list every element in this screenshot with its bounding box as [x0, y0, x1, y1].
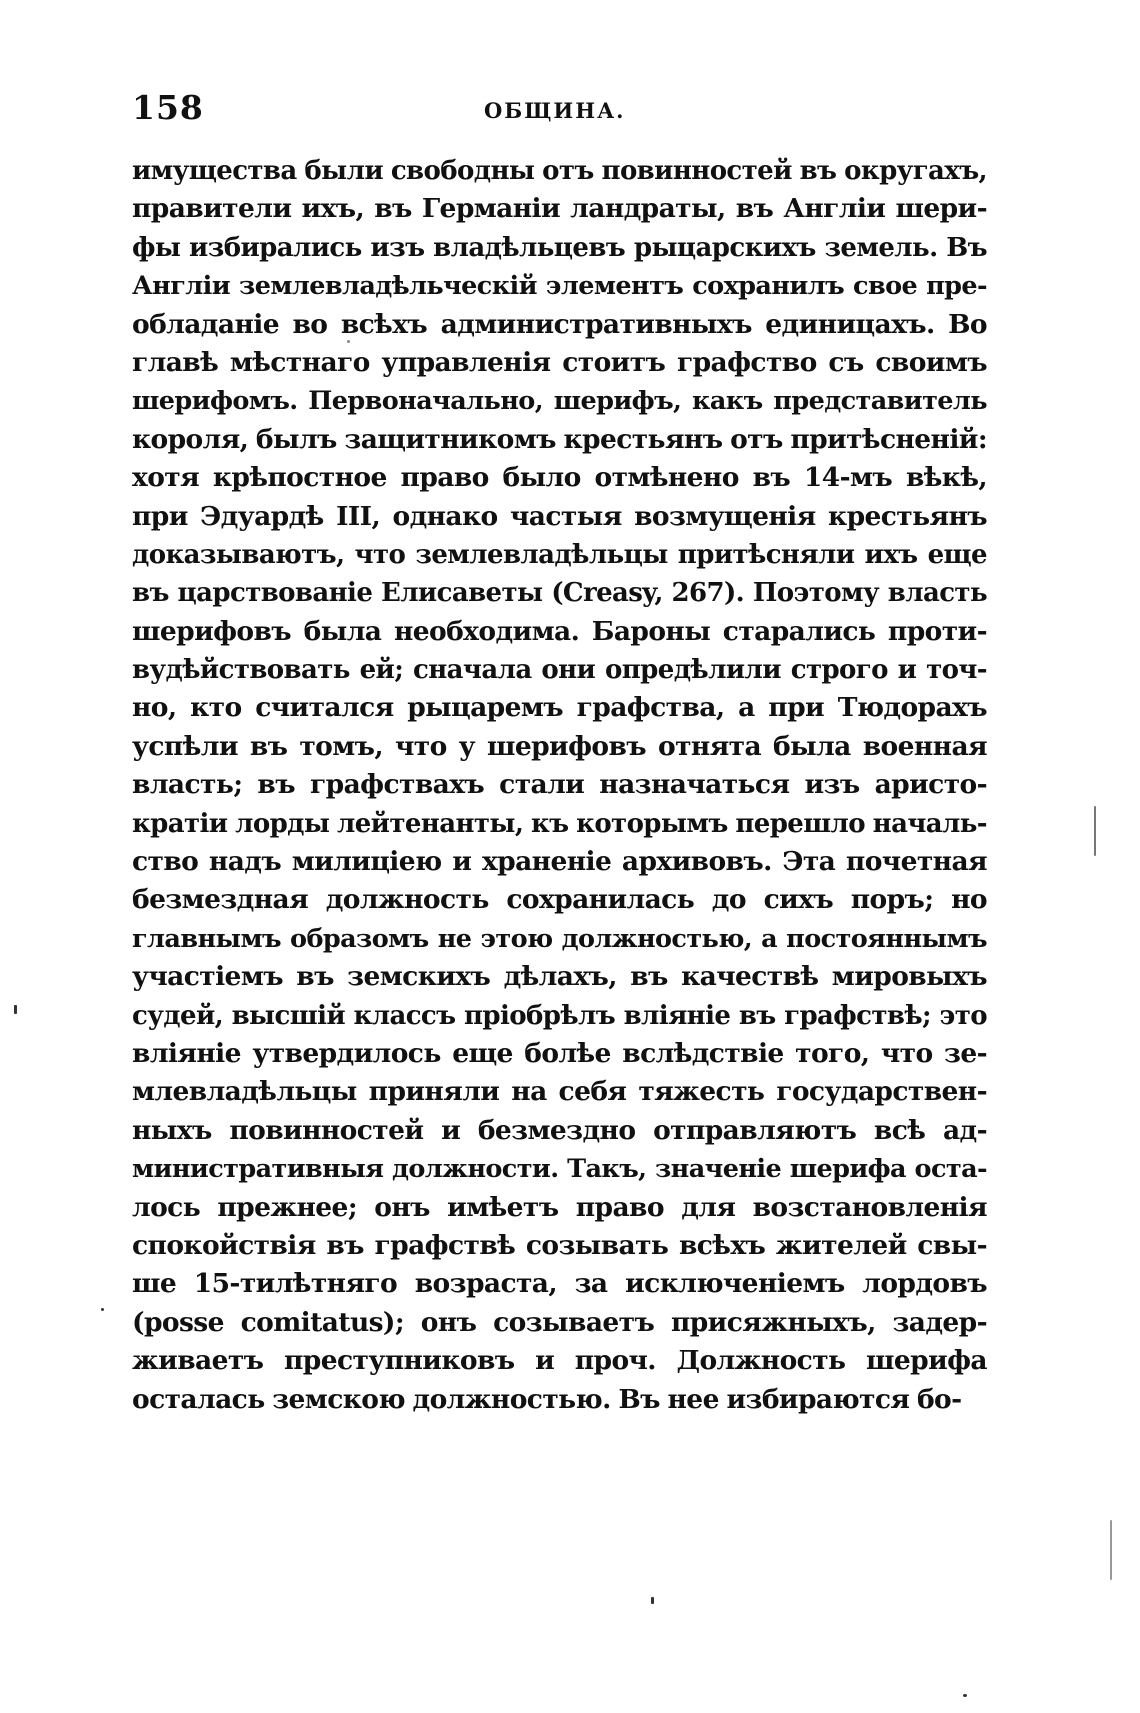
- text-line: ше 15-тилѣтняго возраста, за исключеніемъ лордовъ: [132, 1268, 987, 1300]
- scan-artifact: [963, 1694, 967, 1697]
- text-line: спокойствія въ графствѣ созывать всѣхъ жителей свы-: [132, 1229, 987, 1261]
- text-line: хотя крѣпостное право было отмѣнено въ 14-мъ вѣкѣ,: [132, 462, 987, 494]
- running-title: ОБЩИНА.: [484, 98, 626, 123]
- text-line: короля, былъ защитникомъ крестьянъ отъ притѣсненій:: [132, 423, 988, 455]
- text-line: вудѣйствовать ей; сначала они опредѣлили строго и точ-: [132, 655, 987, 686]
- text-line: млевладѣльцы приняли на себя тяжесть государствен-: [132, 1076, 987, 1108]
- text-line: правители ихъ, въ Германіи ландраты, въ Англіи шери-: [132, 193, 987, 225]
- text-line: лось прежнее; онъ имѣетъ право для возстановленія: [132, 1191, 987, 1223]
- text-line: обладаніе во всѣхъ административныхъ единицахъ. Во: [132, 308, 987, 340]
- scan-artifact: [1110, 1520, 1112, 1580]
- scan-artifact: [101, 1308, 104, 1311]
- scan-artifact: [14, 1005, 17, 1014]
- text-line: кратіи лорды лейтенанты, къ которымъ перешло началь-: [132, 808, 987, 839]
- scan-artifact: [651, 1597, 654, 1604]
- text-line: главнымъ образомъ не этою должностью, а постояннымъ: [132, 923, 987, 954]
- page-number: 158: [132, 88, 204, 127]
- text-line: доказываютъ, что землевладѣльцы притѣсняли ихъ еще: [132, 539, 987, 570]
- text-line: власть; въ графствахъ стали назначаться изъ аристо-: [132, 769, 987, 801]
- text-line: Англіи землевладѣльческій элементъ сохранилъ свое пре-: [132, 271, 987, 302]
- page-header: [132, 88, 987, 134]
- body-text: [132, 152, 987, 1419]
- scan-artifact: [347, 340, 350, 343]
- text-line: осталась земскою должностью. Въ нее избираются бо-: [132, 1383, 962, 1415]
- text-line: безмездная должность сохранилась до сихъ поръ; но: [132, 884, 987, 916]
- scan-artifact: [1094, 806, 1096, 856]
- text-line: фы избирались изъ владѣльцевъ рыцарскихъ земель. Въ: [132, 232, 987, 263]
- text-line: вліяніе утвердилось еще болѣе вслѣдствіе того, что зе-: [132, 1037, 987, 1069]
- text-line: имущества были свободны отъ повинностей въ округахъ,: [132, 156, 987, 186]
- text-line: ныхъ повинностей и безмездно отправляютъ всѣ ад-: [132, 1114, 987, 1146]
- text-line: главѣ мѣстнаго управленія стоитъ графство съ своимъ: [132, 346, 987, 378]
- text-line: шерифомъ. Первоначально, шерифъ, какъ представитель: [132, 386, 987, 417]
- text-line: министративныя должности. Такъ, значеніе шерифа оста-: [132, 1154, 987, 1185]
- text-line: въ царствованіе Елисаветы (Creasy, 267). Поэтому власть: [132, 578, 987, 609]
- text-line: при Эдуардѣ III, однако частыя возмущенія крестьянъ: [132, 500, 987, 532]
- text-line: (posse comitatus); онъ созываетъ присяжныхъ, задер-: [132, 1306, 987, 1338]
- text-line: шерифовъ была необходима. Бароны старались проти-: [132, 615, 987, 647]
- text-line: но, кто считался рыцаремъ графства, а при Тюдорахъ: [132, 692, 987, 724]
- text-line: живаетъ преступниковъ и проч. Должность шерифа: [132, 1345, 987, 1377]
- text-line: ство надъ милиціею и храненіе архивовъ. Эта почетная: [132, 846, 987, 878]
- text-line: участіемъ въ земскихъ дѣлахъ, въ качествѣ мировыхъ: [132, 961, 987, 993]
- text-line: судей, высшій классъ пріобрѣлъ вліяніе въ графствѣ; это: [132, 1000, 987, 1031]
- text-line: успѣли въ томъ, что у шерифовъ отнята была военная: [132, 730, 987, 762]
